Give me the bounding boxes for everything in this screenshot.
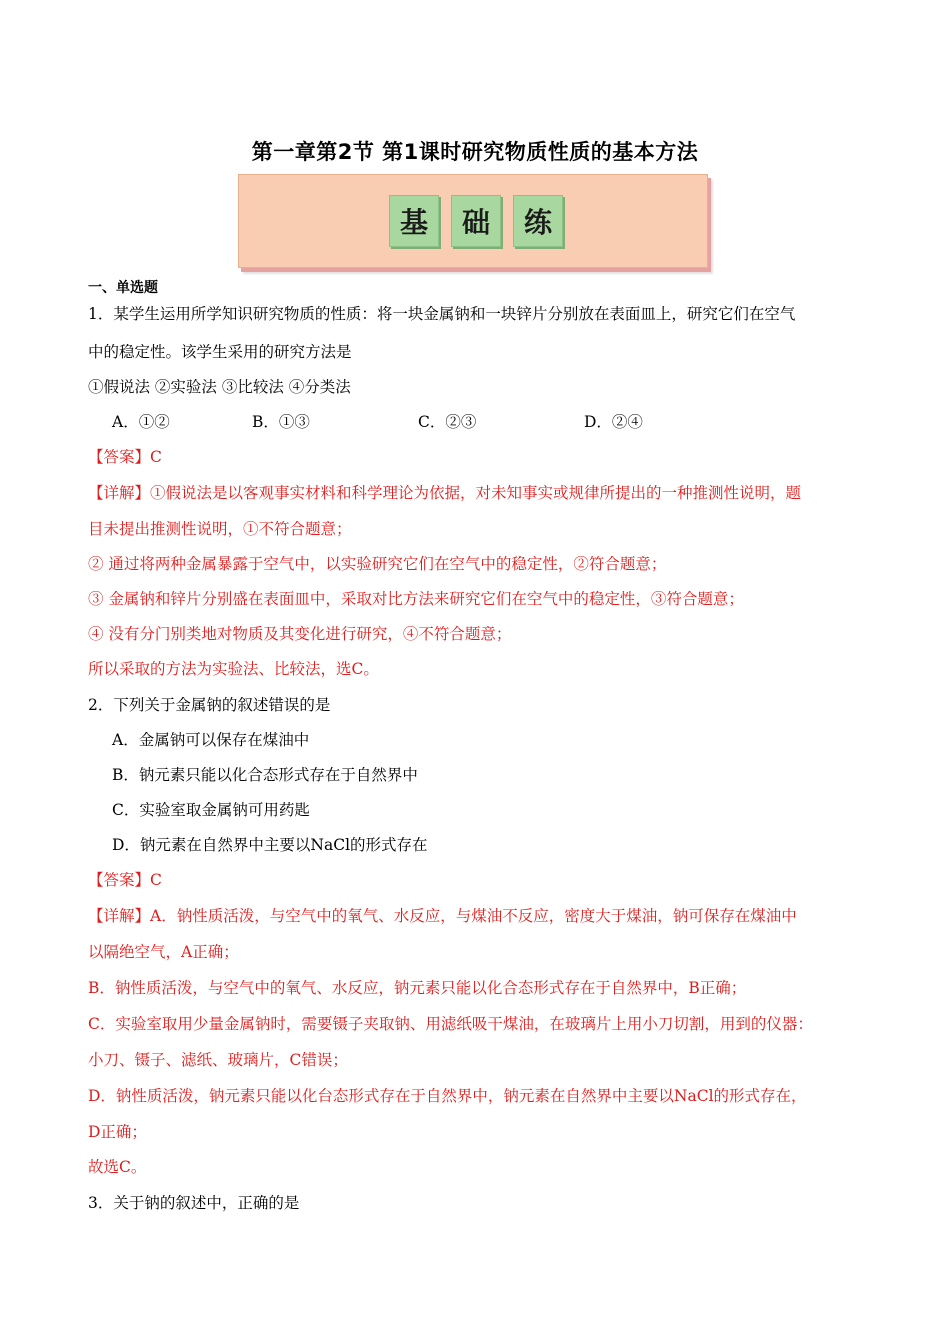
q1-explain-line: ③ 金属钠和锌片分别盛在表面皿中，采取对比方法来研究它们在空气中的稳定性，③符合题意； bbox=[88, 590, 744, 608]
q2-answer: 【答案】C bbox=[88, 871, 162, 889]
q2-explain-line: D．钠性质活泼，钠元素只能以化台态形式存在于自然界中，钠元素在自然界中主要以NaCl的形式存在， bbox=[88, 1087, 807, 1105]
q2-explain-line: 【详解】A．钠性质活泼，与空气中的氧气、水反应，与煤油不反应，密度大于煤油，钠可保存在煤油中 bbox=[88, 907, 797, 925]
q2-option-d: D．钠元素在自然界中主要以NaCl的形式存在 bbox=[112, 836, 428, 854]
banner-char: 练 bbox=[513, 195, 563, 247]
q2-option-c: C．实验室取金属钠可用药匙 bbox=[112, 801, 310, 819]
q1-explain-line: 目未提出推测性说明，①不符合题意； bbox=[88, 520, 352, 538]
q1-explain-line: ② 通过将两种金属暴露于空气中，以实验研究它们在空气中的稳定性，②符合题意； bbox=[88, 555, 667, 573]
q2-explain-line: D正确； bbox=[88, 1123, 147, 1141]
q3-stem: 3．关于钠的叙述中，正确的是 bbox=[88, 1194, 300, 1212]
q1-methods: ①假说法 ②实验法 ③比较法 ④分类法 bbox=[88, 378, 351, 396]
q2-option-a: A．金属钠可以保存在煤油中 bbox=[112, 731, 310, 749]
q1-answer: 【答案】C bbox=[88, 448, 162, 466]
section-heading: 一、单选题 bbox=[88, 280, 158, 296]
q2-explain-line: 以隔绝空气，A正确； bbox=[88, 943, 239, 961]
q2-option-b: B．钠元素只能以化合态形式存在于自然界中 bbox=[112, 766, 418, 784]
q1-stem-line1: 1．某学生运用所学知识研究物质的性质：将一块金属钠和一块锌片分别放在表面皿上，研究它们在空气 bbox=[88, 305, 796, 323]
q1-option-c: C．②③ bbox=[418, 413, 477, 431]
q1-explain-line: 所以采取的方法为实验法、比较法，选C。 bbox=[88, 660, 379, 678]
q1-stem-line2: 中的稳定性。该学生采用的研究方法是 bbox=[88, 343, 352, 361]
q2-explain-line: C．实验室取用少量金属钠时，需要镊子夹取钠、用滤纸吸干煤油，在玻璃片上用小刀切割，用到的仪器： bbox=[88, 1015, 813, 1033]
banner-char: 础 bbox=[451, 195, 501, 247]
banner-char: 基 bbox=[389, 195, 439, 247]
q2-explain-line: 故选C。 bbox=[88, 1158, 147, 1176]
q1-option-a: A．①② bbox=[112, 413, 170, 431]
practice-banner bbox=[238, 174, 708, 268]
q1-explain-line: 【详解】①假说法是以客观事实材料和科学理论为依据，对未知事实或规律所提出的一种推测性说明，题 bbox=[88, 484, 802, 502]
q2-explain-line: 小刀、镊子、滤纸、玻璃片，C错误； bbox=[88, 1051, 348, 1069]
q2-stem: 2．下列关于金属钠的叙述错误的是 bbox=[88, 696, 331, 714]
q1-option-b: B．①③ bbox=[252, 413, 310, 431]
q1-explain-line: ④ 没有分门别类地对物质及其变化进行研究，④不符合题意； bbox=[88, 625, 512, 643]
q2-explain-line: B．钠性质活泼，与空气中的氧气、水反应，钠元素只能以化合态形式存在于自然界中，B正确； bbox=[88, 979, 747, 997]
q1-option-d: D．②④ bbox=[584, 413, 643, 431]
page-title: 第一章第2节 第1课时研究物质性质的基本方法 bbox=[251, 140, 699, 164]
